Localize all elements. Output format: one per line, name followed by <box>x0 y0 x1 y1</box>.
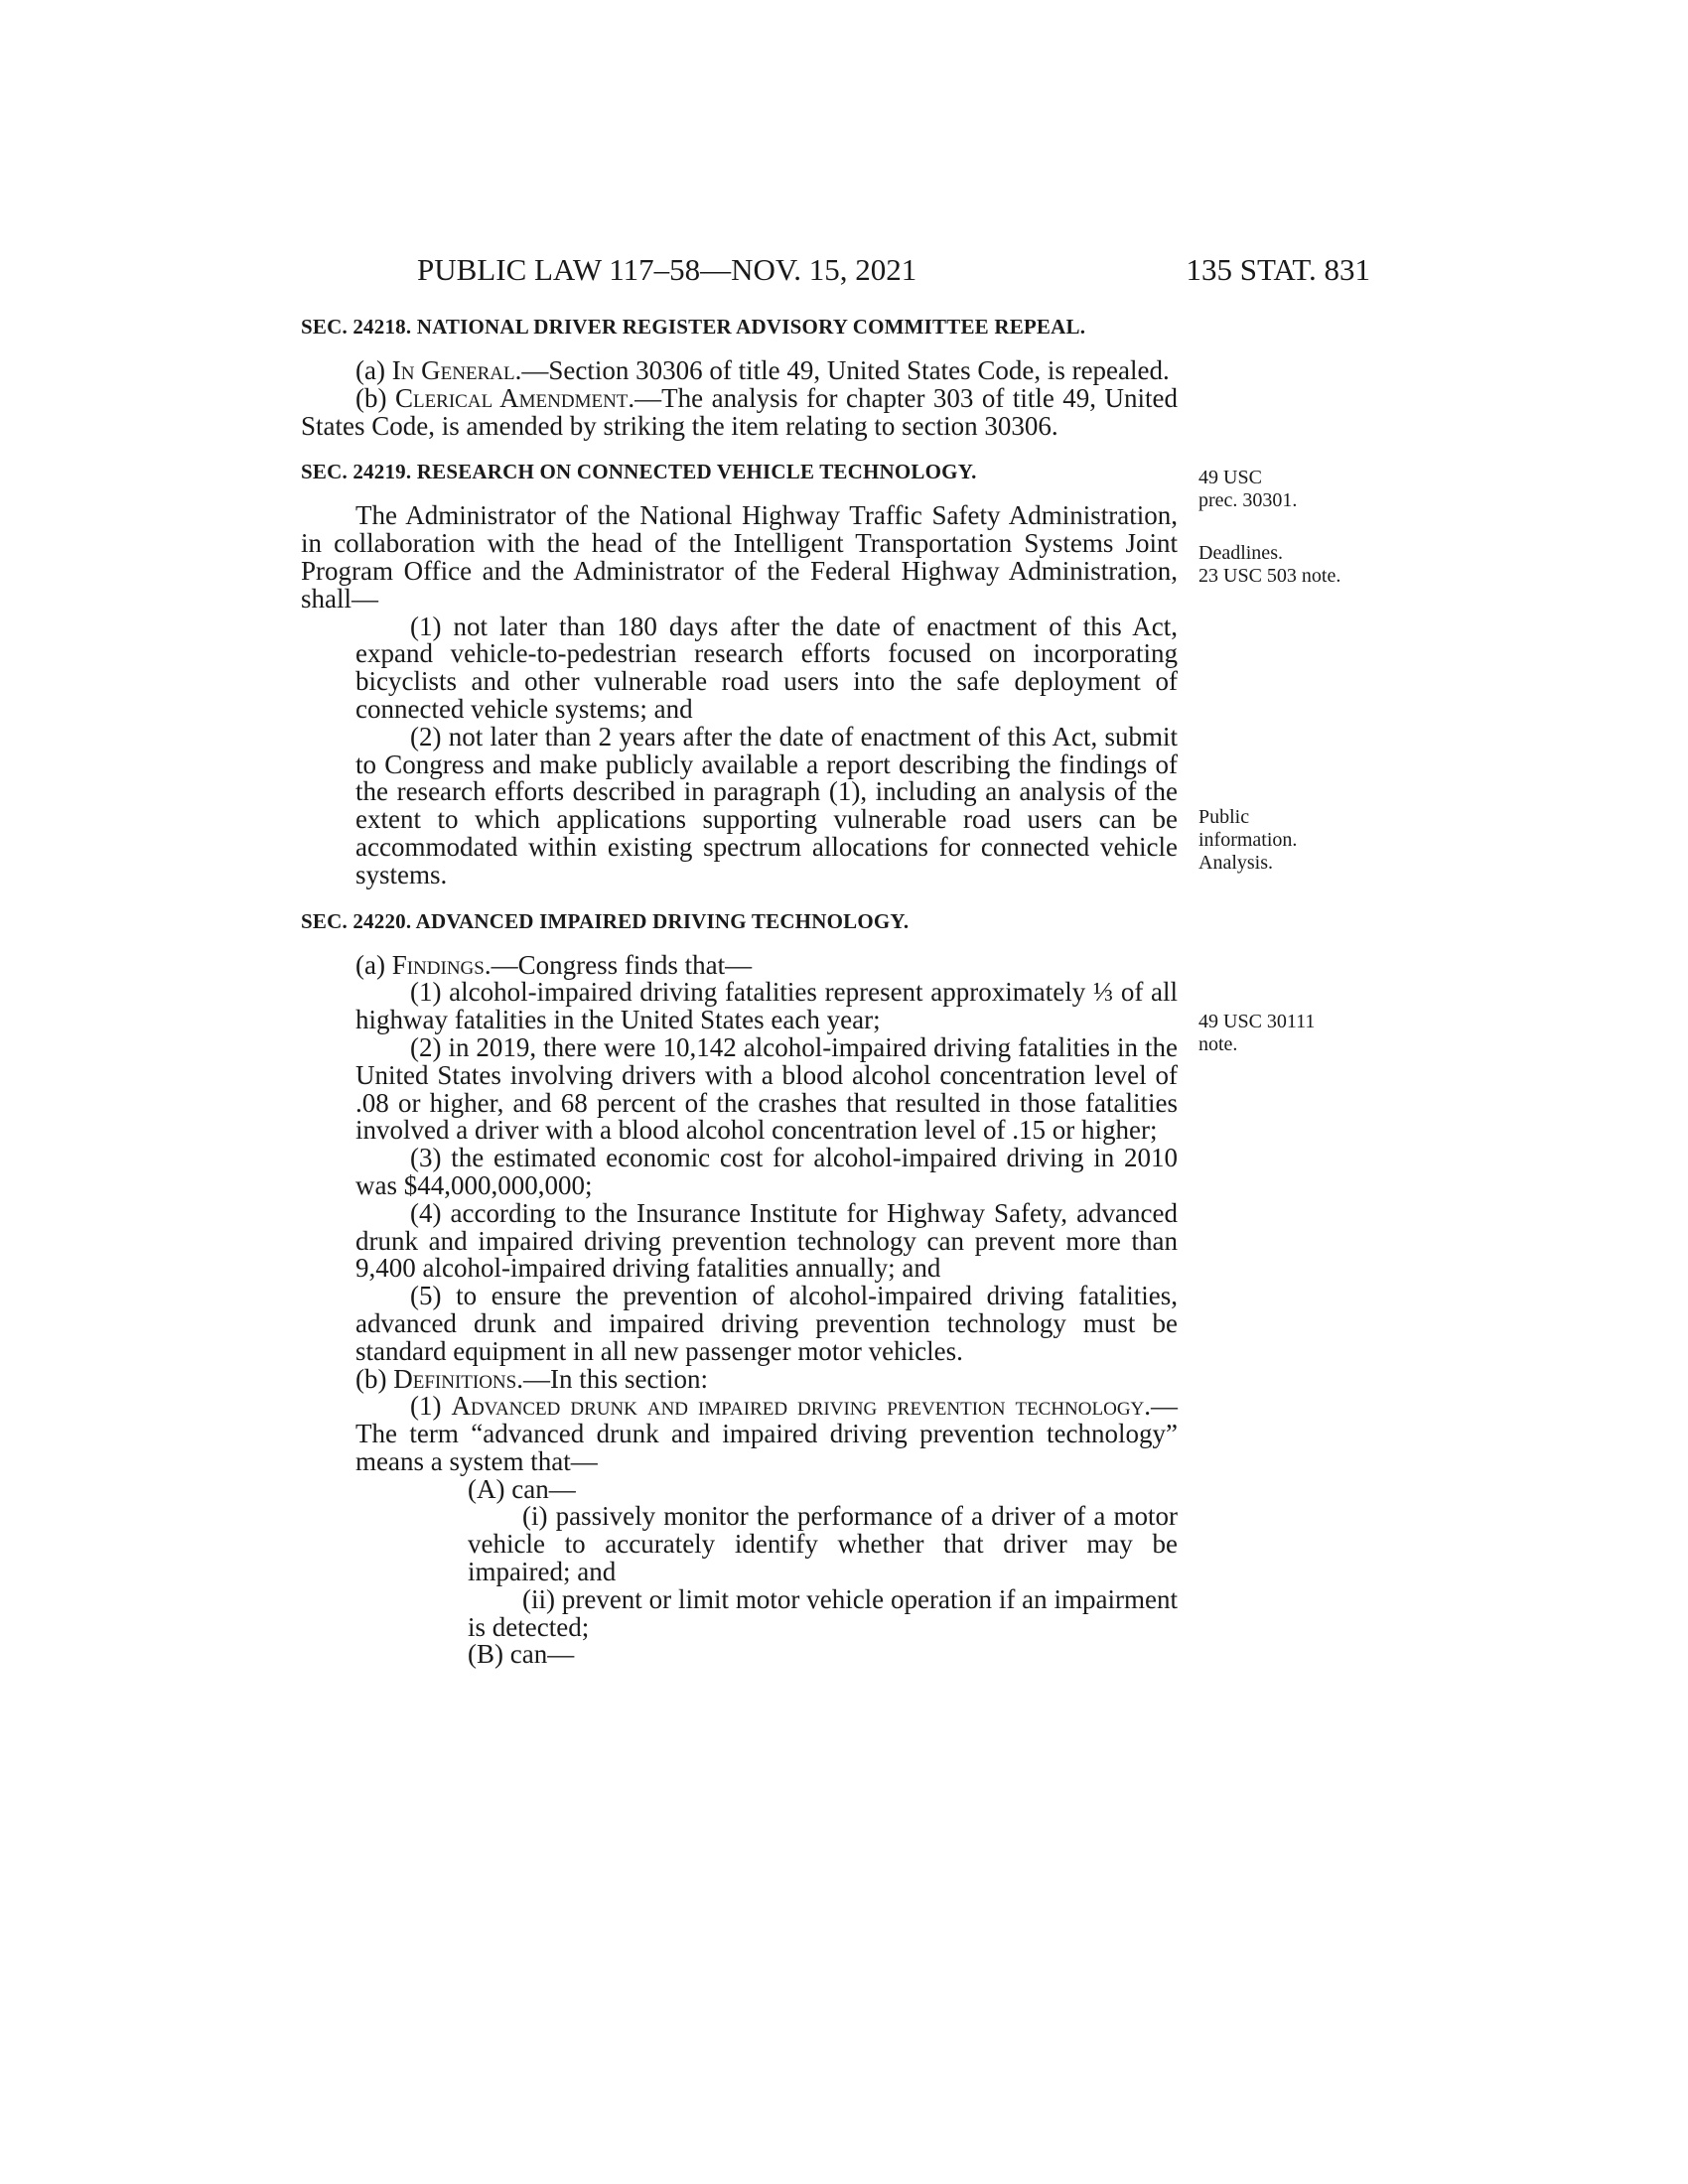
finding-4: (4) according to the Insurance Institute for Highway Safety, advanced drunk and impaired driving prevention technology can prevent more than 9,400 alcohol-impaired driving fatalities annually; and <box>355 1197 1178 1284</box>
margin-note-public-information: Public information. Analysis. <box>1198 806 1298 874</box>
finding-2: (2) in 2019, there were 10,142 alcohol-impaired driving fatalities in the United States involving drivers with a blood alcohol concentration level of .08 or higher, and 68 percent of the crashes that resulted in those fatalities involved a driver with a blood alcohol concentration level of .15 or higher; <box>355 1031 1178 1146</box>
statute-page-number: 135 STAT. 831 <box>1186 252 1370 287</box>
statute-text <box>301 316 1178 1669</box>
sec-24218-subsection-b: (b) Clerical Amendment.—The analysis for chapter 303 of title 49, United States Code, is amended by striking the item relating to section 30306. <box>301 382 1179 441</box>
finding-3: (3) the estimated economic cost for alcohol-impaired driving in 2010 was $44,000,000,000; <box>355 1143 1178 1200</box>
sec-24218-subsection-a: (a) In General.—Section 30306 of title 49, United States Code, is repealed. <box>355 355 1170 385</box>
sec-24219-paragraph-1: (1) not later than 180 days after the date of enactment of this Act, expand vehicle-to-pedestrian research efforts focused on incorporating bicyclists and other vulnerable road users into the safe deployment of connected vehicle systems; and <box>355 611 1178 724</box>
sec-24219-heading: SEC. 24219. RESEARCH ON CONNECTED VEHICLE TECHNOLOGY. <box>301 460 977 484</box>
sec-24220-subsection-a: (a) Findings.—Congress finds that— <box>355 949 753 980</box>
running-header <box>417 250 1370 290</box>
margin-note-codification-30111: 49 USC 30111 note. <box>1198 1011 1316 1055</box>
definition-1-subpara-a: (A) can— <box>468 1473 576 1504</box>
definition-1-clause-i: (i) passively monitor the performance of a driver of a motor vehicle to accurately identify whether that driver may be impaired; and <box>468 1501 1178 1587</box>
sec-24219-paragraph-2: (2) not later than 2 years after the date of enactment of this Act, submit to Congress and make publicly available a report describing the findings of the research efforts described in paragraph (1), including an analysis of the extent to which applications supporting vulnerable road users can be accommodated within existing spectrum allocations for connected vehicle systems. <box>355 721 1178 889</box>
finding-5: (5) to ensure the prevention of alcohol-impaired driving fatalities, advanced drunk and impaired driving prevention technology must be standard equipment in all new passenger motor vehicles. <box>355 1281 1178 1366</box>
sec-24219-intro: The Administrator of the National Highway Traffic Safety Administration, in collaboration with the head of the Intelligent Transportation Systems Joint Program Office and the Administrator of the Federal Highway Administration, shall— <box>301 500 1178 614</box>
sec-24218-heading: SEC. 24218. NATIONAL DRIVER REGISTER ADVISORY COMMITTEE REPEAL. <box>301 315 1086 339</box>
margin-note-deadlines: Deadlines. 23 USC 503 note. <box>1198 542 1341 587</box>
sec-24220-subsection-b: (b) Definitions.—In this section: <box>355 1363 708 1394</box>
public-law-citation: PUBLIC LAW 117–58—NOV. 15, 2021 <box>417 252 917 287</box>
definition-1-subpara-b: (B) can— <box>468 1639 575 1670</box>
sec-24220-heading: SEC. 24220. ADVANCED IMPAIRED DRIVING TECHNOLOGY. <box>301 908 910 933</box>
finding-1: (1) alcohol-impaired driving fatalities represent approximately ⅓ of all highway fatalities in the United States each year; <box>355 977 1178 1035</box>
definition-1-clause-ii: (ii) prevent or limit motor vehicle operation if an impairment is detected; <box>468 1583 1178 1642</box>
definition-1: (1) Advanced drunk and impaired driving prevention technology.—The term “advanced drunk and impaired driving prevention technology” means a system that— <box>355 1391 1179 1476</box>
margin-note-codification-30301: 49 USC prec. 30301. <box>1198 467 1298 511</box>
